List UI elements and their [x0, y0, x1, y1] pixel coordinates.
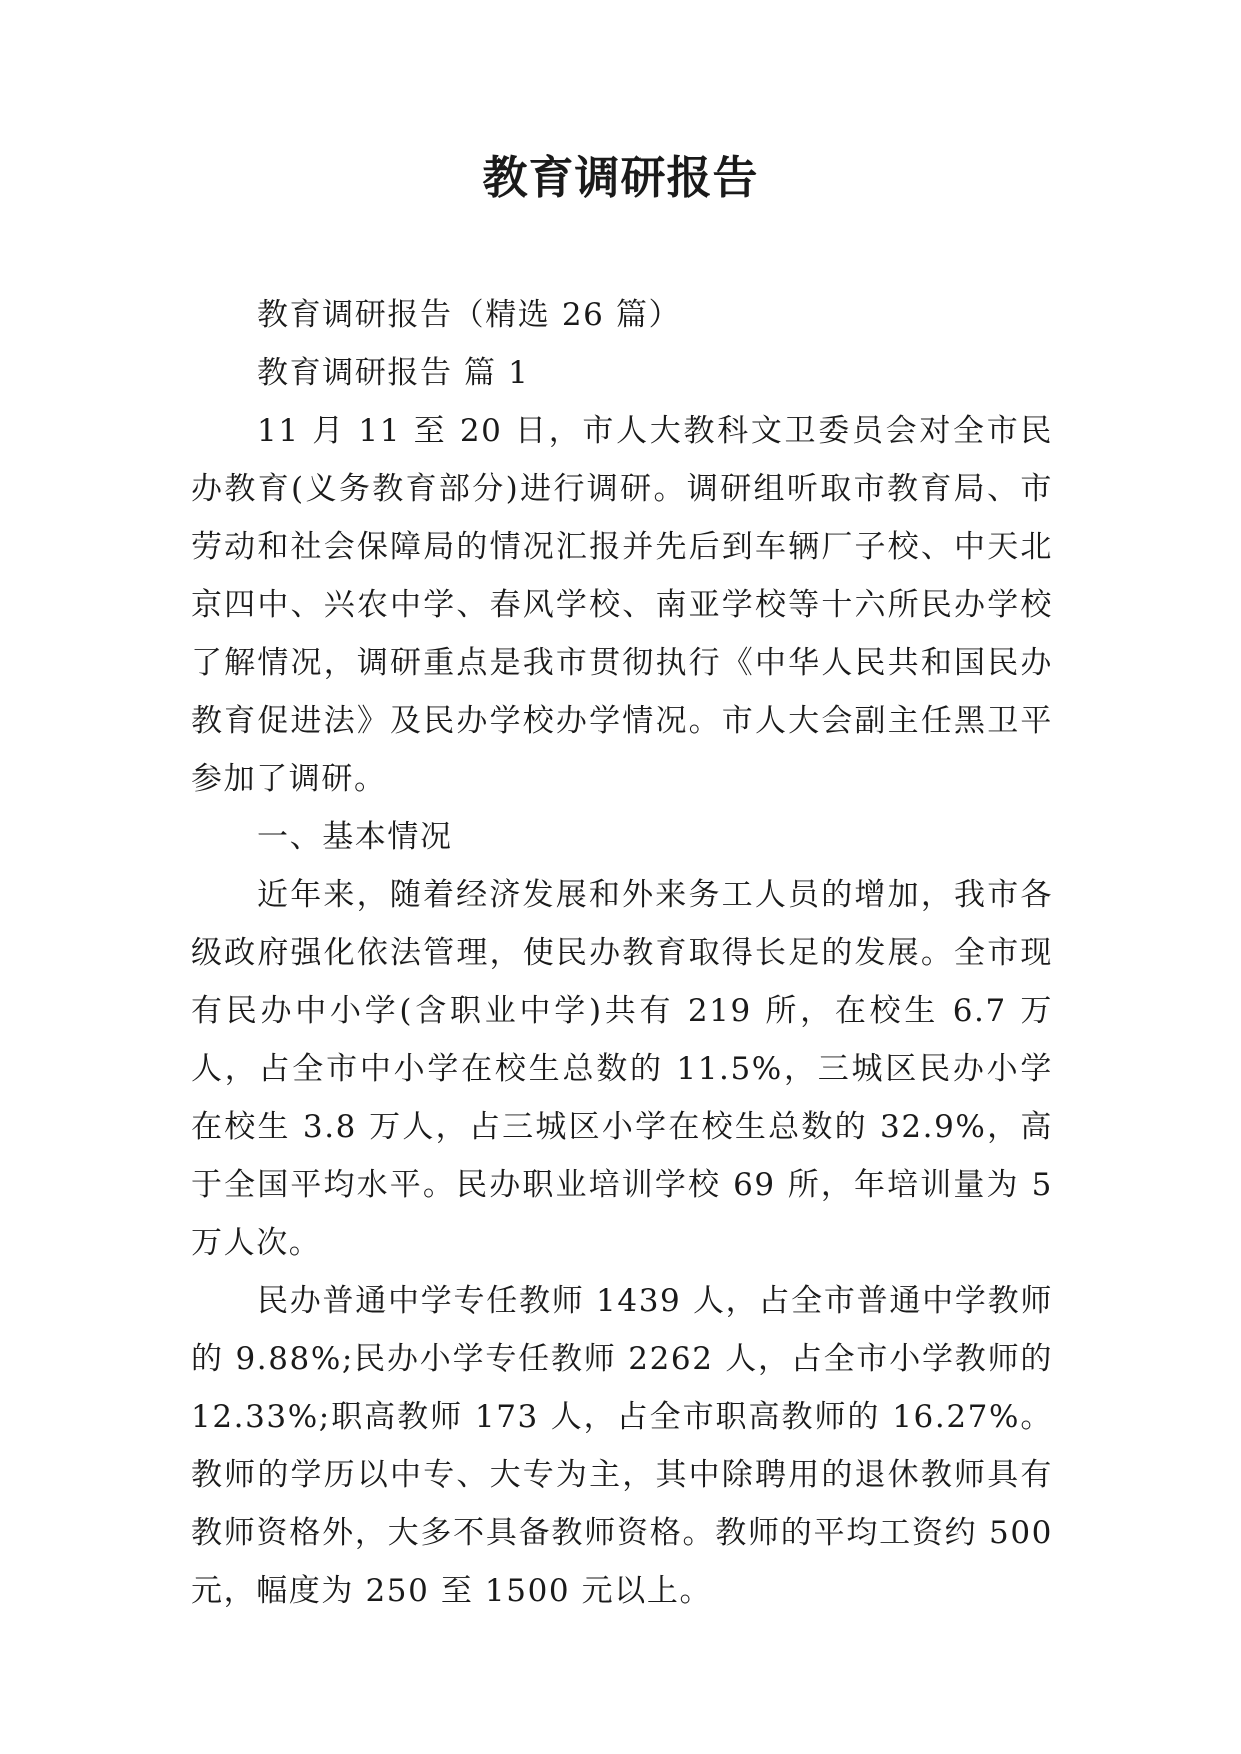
- paragraph-subtitle: 教育调研报告（精选 26 篇）: [257, 297, 682, 333]
- paragraph-basic-situation-heading: 一、基本情况: [257, 819, 453, 855]
- paragraph-basic-situation: 近年来，随着经济发展和外来务工人员的增加，我市各级政府强化依法管理，使民办教育取得长足的发展。全市现有民办中小学(含职业中学)共有 219 所，在校生 6.7 万人，占全市中小学在校生总数的 11.5%，三城区民办小学在校生 3.8 万人，占三城区小学在校生总数的 32.9%，高于全国平均水平。民办职业培训学校 69 所，年培训量为 5 万人次。: [191, 877, 1053, 1261]
- paragraph-section-heading: 教育调研报告 篇 1: [257, 355, 530, 391]
- document-body: [191, 286, 1053, 1620]
- paragraph-teachers: 民办普通中学专任教师 1439 人，占全市普通中学教师的 9.88%;民办小学专任教师 2262 人，占全市小学教师的 12.33%;职高教师 173 人，占全市职高教师的 16.27%。教师的学历以中专、大专为主，其中除聘用的退休教师具有教师资格外，大多不具备教师资格。教师的平均工资约 500 元，幅度为 250 至 1500 元以上。: [191, 1283, 1053, 1609]
- document-title: 教育调研报告: [482, 151, 759, 204]
- paragraph-intro: 11 月 11 至 20 日，市人大教科文卫委员会对全市民办教育(义务教育部分)进行调研。调研组听取市教育局、市劳动和社会保障局的情况汇报并先后到车辆厂子校、中天北京四中、兴农中学、春风学校、南亚学校等十六所民办学校了解情况，调研重点是我市贯彻执行《中华人民共和国民办教育促进法》及民办学校办学情况。市人大会副主任黑卫平参加了调研。: [191, 413, 1053, 797]
